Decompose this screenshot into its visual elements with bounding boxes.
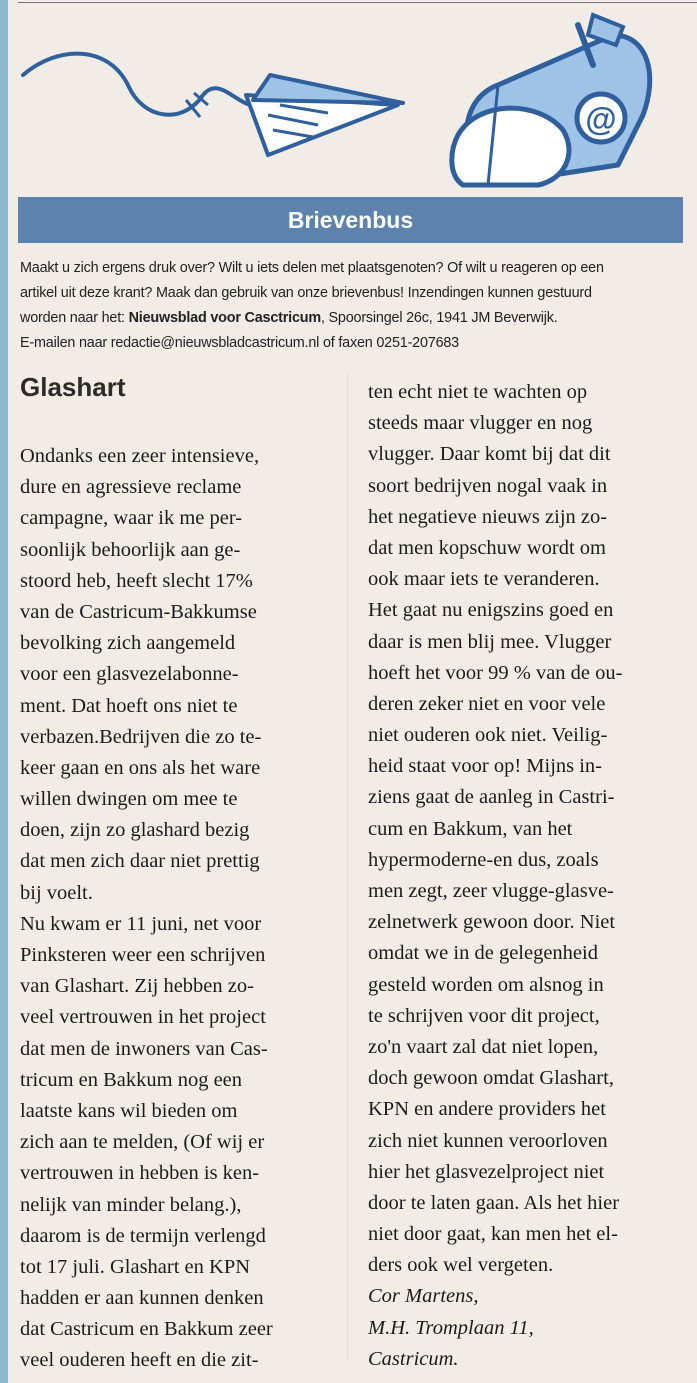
signature-line: Cor Martens, — [368, 1285, 479, 1308]
intro-line: Maakt u zich ergens druk over? Wilt u iets delen met plaatsgenoten? Of wilt u reageren op een — [20, 260, 604, 276]
article-line: niet door gaat, kan men het el- — [368, 1223, 618, 1246]
article-line: ten echt niet te wachten op — [368, 381, 588, 403]
article-line: hypermoderne-en dus, zoals — [368, 848, 599, 871]
article-column-right — [368, 377, 693, 1375]
article-line: doch gewoon omdat Glashart, — [368, 1067, 614, 1090]
article-line: veel ouderen heeft en die zit- — [20, 1349, 259, 1372]
article-line: dat men kopschuw wordt om — [368, 536, 606, 559]
paper-airplane-icon — [246, 75, 403, 155]
article-column-left — [20, 441, 325, 1377]
article-line: niet ouderen ook niet. Veilig- — [368, 724, 608, 747]
page-edge-rule — [0, 0, 8, 1383]
signature-line: Castricum. — [368, 1347, 459, 1370]
article-line: veel vertrouwen in het project — [20, 1006, 266, 1029]
article-line: het negatieve nieuws zijn zo- — [368, 505, 608, 528]
article-line: men zegt, zeer vlugge-glasve- — [368, 880, 614, 902]
article-line: soonlijk behoorlijk aan ge- — [20, 538, 241, 561]
top-rule — [18, 2, 697, 3]
column-divider — [347, 372, 348, 1362]
article-line: zich aan te melden, (Of wij er — [20, 1131, 265, 1154]
intro-text-part: , Spoorsingel 26c, 1941 JM Beverwijk. — [320, 310, 558, 326]
article-line: voor een glasvezelabonne- — [20, 663, 239, 686]
intro-text-part: worden naar het: — [20, 310, 129, 326]
article-line: willen dwingen om mee te — [20, 788, 238, 811]
article-line: ment. Dat hoeft ons niet te — [20, 694, 238, 717]
publisher-name: Nieuwsblad voor Casctricum — [128, 310, 321, 326]
article-line: bevolking zich aangemeld — [20, 632, 236, 655]
signature-line: M.H. Tromplaan 11, — [368, 1316, 534, 1339]
intro-line — [20, 306, 680, 331]
mailbox-airplane-illustration — [18, 5, 697, 197]
article-line: vertrouwen in hebben is ken- — [20, 1162, 260, 1185]
article-line: keer gaan en ons als het ware — [20, 756, 261, 779]
article-line: hoeft het voor 99 % van de ou- — [368, 661, 623, 684]
article-line: hadden er aan kunnen denken — [20, 1287, 264, 1310]
article-line: tricum en Bakkum nog een — [20, 1068, 243, 1091]
article-line: dat Castricum en Bakkum zeer — [20, 1318, 273, 1341]
article-line: van de Castricum-Bakkumse — [20, 600, 257, 623]
article-line: verbazen.Bedrijven die zo te- — [20, 725, 262, 748]
article-line: omdat we in de gelegenheid — [368, 942, 598, 965]
section-banner — [18, 197, 683, 243]
article-line: zelnetwerk gewoon door. Niet — [368, 911, 616, 934]
article-line: zich niet kunnen veroorloven — [368, 1129, 608, 1152]
article-line: steeds maar vlugger en nog — [368, 412, 593, 435]
article-line: dure en agressieve reclame — [20, 476, 242, 499]
article-line: door te laten gaan. Als het hier — [368, 1191, 620, 1214]
article-line: te schrijven voor dit project, — [368, 1004, 600, 1027]
article-line: Pinksteren weer een schrijven — [20, 944, 266, 966]
intro-line: E-mailen naar redactie@nieuwsbladcastricum.nl of faxen 0251-207683 — [20, 335, 459, 351]
article-line: cum en Bakkum, van het — [368, 817, 573, 840]
intro-line: artikel uit deze krant? Maak dan gebruik van onze brievenbus! Inzendingen kunnen gestuurd — [20, 285, 592, 301]
article-line: tot 17 juli. Glashart en KPN — [20, 1255, 251, 1278]
article-line: ziens gaat de aanleg in Castri- — [368, 786, 615, 809]
article-line: daar is men blij mee. Vlugger — [368, 630, 612, 653]
article-line: heid staat voor op! Mijns in- — [368, 755, 603, 778]
article-line: hier het glasvezelproject niet — [368, 1160, 605, 1183]
article-line: Ondanks een zeer intensieve, — [20, 445, 260, 467]
article-line: dat men de inwoners van Cas- — [20, 1037, 268, 1060]
article-line: campagne, waar ik me per- — [20, 507, 243, 530]
intro-text — [20, 256, 680, 356]
article-line: bij voelt. — [20, 881, 93, 904]
article-line: ook maar iets te veranderen. — [368, 568, 600, 591]
article-line: daarom is de termijn verlengd — [20, 1224, 266, 1247]
article-line: ders ook wel vergeten. — [368, 1254, 554, 1277]
svg-text:@: @ — [585, 101, 617, 137]
article-line: doen, zijn zo glashard bezig — [20, 819, 250, 842]
article-line: gesteld worden om alsnog in — [368, 973, 604, 996]
article-line: Nu kwam er 11 juni, net voor — [20, 912, 262, 935]
article-headline: Glashart — [20, 372, 126, 402]
article-line: van Glashart. Zij hebben zo- — [20, 975, 254, 998]
article-line: vlugger. Daar komt bij dat dit — [368, 443, 611, 466]
article-line: stoord heb, heeft slecht 17% — [20, 569, 253, 592]
article-line: dat men zich daar niet prettig — [20, 850, 260, 873]
article-line: nelijk van minder belang.), — [20, 1193, 242, 1216]
article-line: deren zeker niet en voor vele — [368, 692, 606, 715]
mailbox-icon — [452, 15, 650, 185]
article-line: laatste kans wil bieden om — [20, 1099, 238, 1122]
section-title: Brievenbus — [287, 206, 414, 233]
article-line: Het gaat nu enigszins goed en — [368, 599, 614, 622]
article-line: soort bedrijven nogal vaak in — [368, 474, 608, 497]
article-line: KPN en andere providers het — [368, 1098, 606, 1121]
article-line: zo'n vaart zal dat niet lopen, — [368, 1035, 599, 1058]
